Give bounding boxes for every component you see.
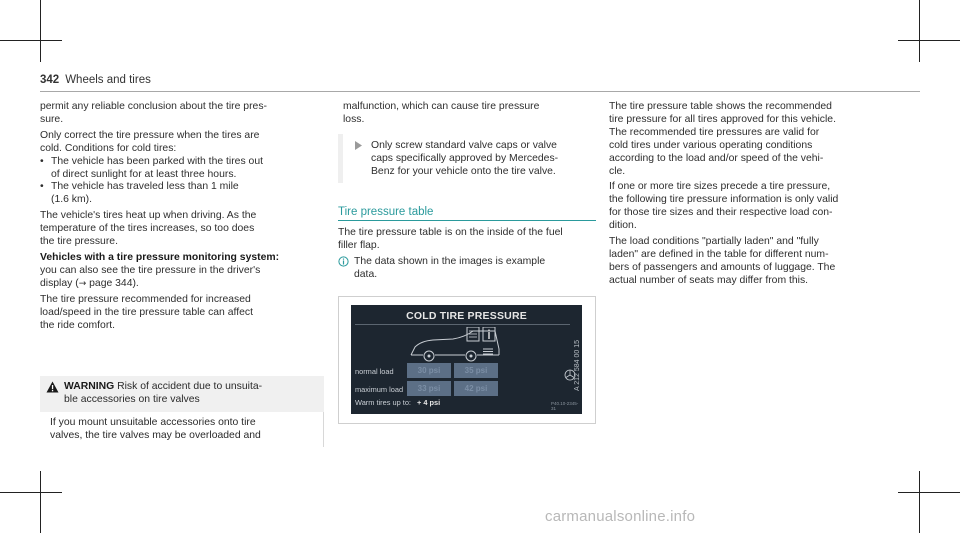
vehicle-icon — [407, 327, 507, 365]
list-item: • The vehicle has been parked with the tires out of direct sunlight for at least three hours. — [40, 156, 324, 182]
info-icon — [338, 256, 349, 268]
column-right — [609, 101, 909, 288]
section-title: Tire pressure table — [338, 206, 596, 221]
warning-header: WARNING Risk of accident due to unsuita- ble accessories on tire valves — [40, 376, 324, 412]
column-middle — [338, 101, 596, 183]
crop-mark — [919, 0, 920, 62]
warning-body: If you mount unsuitable accessories onto tire valves, the tire valves may be overloaded and — [40, 412, 324, 447]
chapter-title: Wheels and tires — [65, 74, 151, 86]
crop-mark — [898, 492, 960, 493]
crop-mark — [0, 492, 62, 493]
column-middle-lower — [338, 227, 596, 282]
paragraph: The tire pressure table is on the inside of the fuel filler flap. — [338, 227, 563, 251]
crop-mark — [898, 40, 960, 41]
paragraph: The vehicle's tires heat up when driving. As the temperature of the tires increases, so too does the tire pressure. — [40, 210, 257, 248]
paragraph: If one or more tire sizes precede a tire pressure, the following tire pressure information is only valid for those tire sizes and their respective load con- dition. — [609, 181, 839, 232]
warm-tires-row: Warm tires up to: + 4 psi — [355, 398, 441, 407]
cross-reference-arrow-icon: → — [78, 278, 87, 289]
maximum-load-label: maximum load — [355, 385, 404, 394]
image-code: P40.10-2345-31 — [551, 401, 579, 411]
pressure-cell: 33 psi — [407, 381, 451, 396]
paragraph: malfunction, which can cause tire pressure loss. — [343, 101, 540, 125]
label-title: COLD TIRE PRESSURE — [406, 310, 527, 322]
warning-box — [40, 376, 324, 442]
note-arrow-icon — [355, 141, 362, 150]
pressure-cell: 35 psi — [454, 363, 498, 378]
warning-label: WARNING — [64, 381, 115, 392]
paragraph: The tire pressure table shows the recommended tire pressure for all tires approved for this vehicle. The recommended tire pressures are valid for cold tires under various operating conditions according to the load and/or speed of the vehi- cle. — [609, 101, 836, 177]
page-header — [40, 74, 151, 86]
paragraph: The tire pressure recommended for increased load/speed in the tire pressure table can affect the ride comfort. — [40, 293, 253, 331]
warning-triangle-icon — [46, 381, 59, 393]
paragraph: The load conditions "partially laden" and "fully laden" are defined in the table for different num- bers of passengers and amounts of luggage. The actual number of seats may differ from this. — [609, 236, 836, 286]
crop-mark — [0, 40, 62, 41]
watermark: carmanualsonline.info — [545, 508, 696, 525]
tire-pressure-label-image — [351, 305, 582, 414]
tire-pressure-figure — [338, 296, 596, 424]
column-left — [40, 101, 324, 332]
part-number: A 212 584 00 15 — [574, 340, 581, 391]
paragraph: permit any reliable conclusion about the tire pres- sure. — [40, 101, 267, 125]
crop-mark — [40, 0, 41, 62]
pressure-cell: 30 psi — [407, 363, 451, 378]
header-rule — [40, 91, 920, 92]
normal-load-label: normal load — [355, 367, 394, 376]
paragraph: Only correct the tire pressure when the tires are cold. Conditions for cold tires: — [40, 129, 260, 154]
crop-mark — [919, 471, 920, 533]
note-box: Only screw standard valve caps or valve caps specifically approved by Mercedes- Benz for your vehicle onto the tire valve. — [338, 134, 596, 183]
page-link[interactable]: page 344). — [86, 277, 139, 289]
list-item: • The vehicle has traveled less than 1 mile (1.6 km). — [40, 181, 324, 207]
subheading: Vehicles with a tire pressure monitoring system: — [40, 251, 280, 263]
paragraph: you can also see the tire pressure in the driver's display (→ page 344). — [40, 264, 261, 289]
divider — [355, 324, 570, 325]
tip: The data shown in the images is example data. — [338, 256, 596, 282]
crop-mark — [40, 471, 41, 533]
pressure-cell: 42 psi — [454, 381, 498, 396]
warm-tires-value: + 4 psi — [417, 398, 441, 407]
page-number: 342 — [40, 74, 60, 86]
